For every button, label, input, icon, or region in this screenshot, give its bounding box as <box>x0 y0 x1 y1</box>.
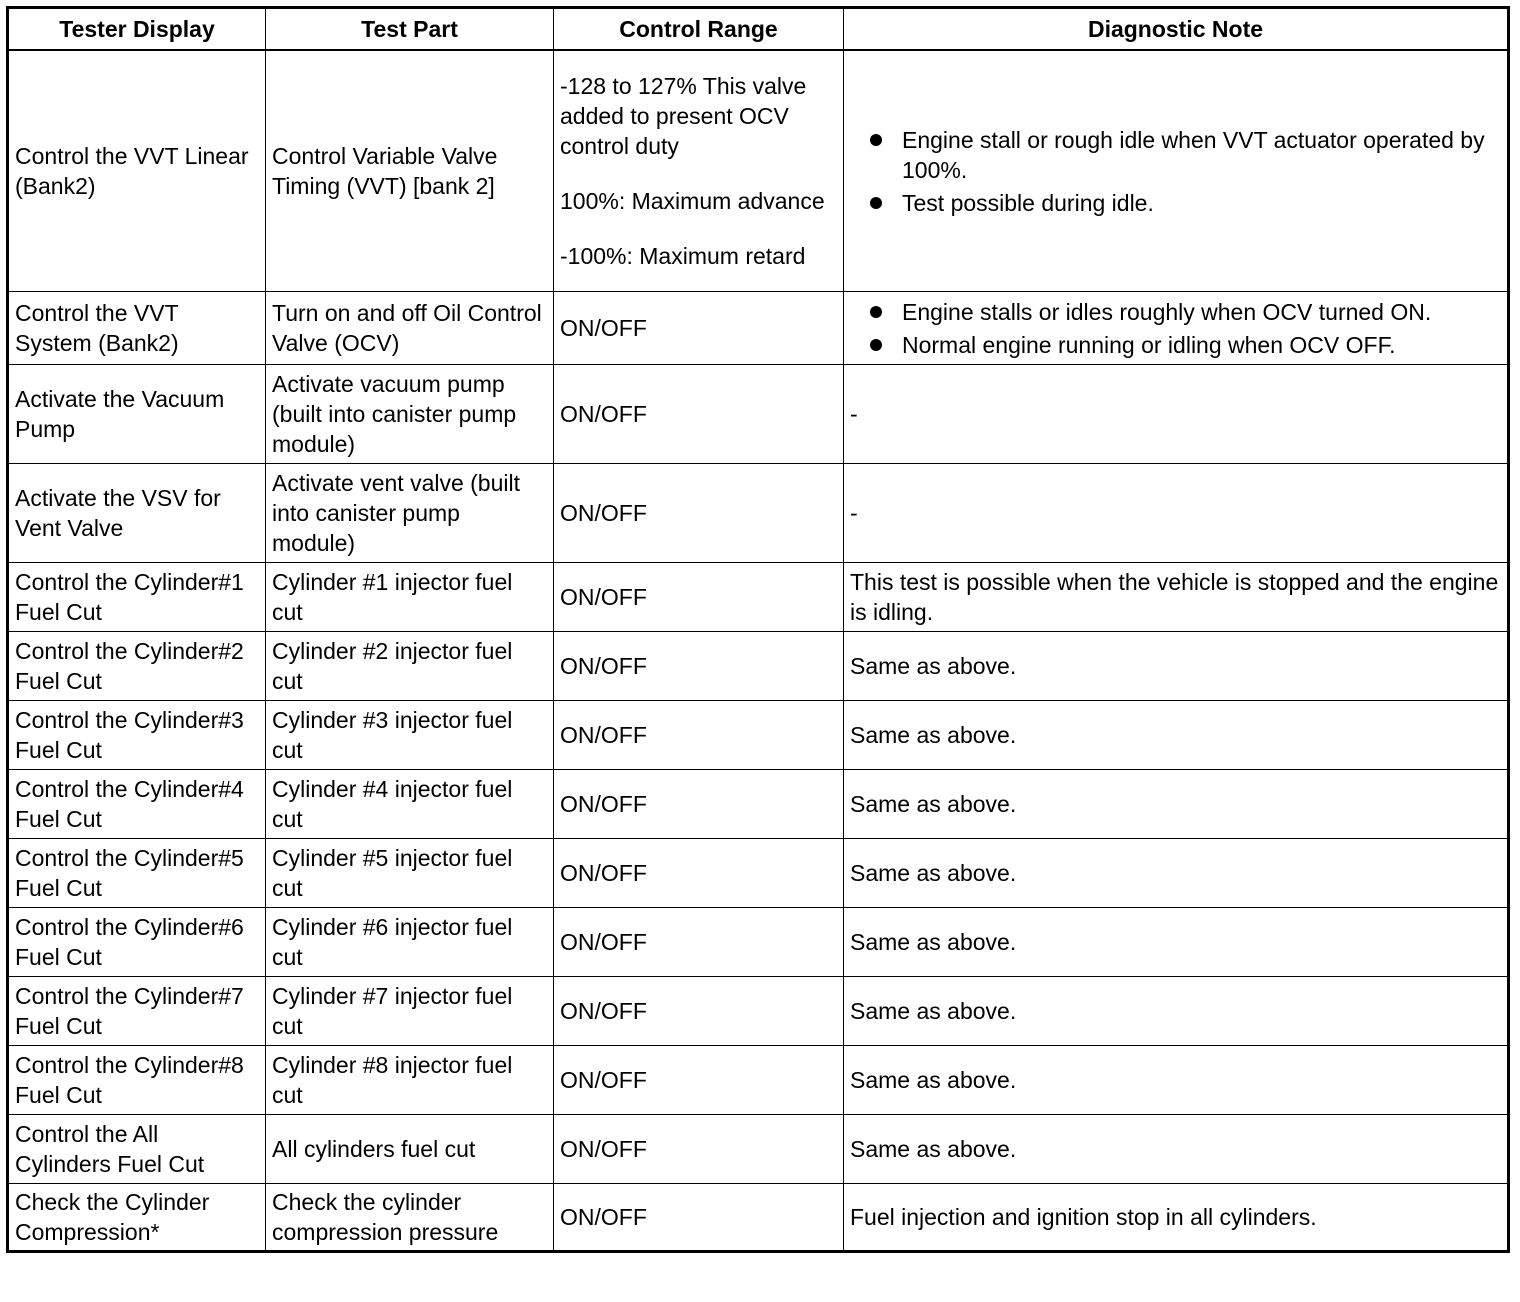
tester-display-cell: Control the Cylinder#2 Fuel Cut <box>8 632 266 701</box>
diagnostic-note-cell: - <box>844 365 1509 464</box>
table-row <box>8 563 1509 632</box>
bullet-dot-icon <box>870 197 882 209</box>
test-part-cell: Activate vacuum pump (built into canister pump module) <box>266 365 554 464</box>
diagnostic-bullet-text: Test possible during idle. <box>902 189 1154 216</box>
diagnostic-note-cell: Same as above. <box>844 632 1509 701</box>
control-range-cell: ON/OFF <box>554 1046 844 1115</box>
tester-display-cell: Control the VVT System (Bank2) <box>8 292 266 365</box>
diagnostic-bullet <box>868 188 1501 218</box>
control-range-cell: ON/OFF <box>554 839 844 908</box>
diagnostic-note-cell: Same as above. <box>844 839 1509 908</box>
diagnostic-note-cell: Same as above. <box>844 701 1509 770</box>
diagnostic-note-cell: Same as above. <box>844 1115 1509 1184</box>
diagnostic-bullet <box>868 297 1501 327</box>
diagnostic-bullet-list <box>850 125 1501 218</box>
table-row <box>8 701 1509 770</box>
control-range-cell: ON/OFF <box>554 292 844 365</box>
test-part-cell: Control Variable Valve Timing (VVT) [bank 2] <box>266 50 554 292</box>
tester-display-cell: Control the Cylinder#6 Fuel Cut <box>8 908 266 977</box>
table-row <box>8 908 1509 977</box>
diagnostic-note-cell: This test is possible when the vehicle is stopped and the engine is idling. <box>844 563 1509 632</box>
diagnostic-note-cell <box>844 292 1509 365</box>
control-range-cell <box>554 50 844 292</box>
table-row <box>8 292 1509 365</box>
diagnostic-note-cell <box>844 50 1509 292</box>
tester-display-cell: Control the Cylinder#8 Fuel Cut <box>8 1046 266 1115</box>
control-range-cell: ON/OFF <box>554 464 844 563</box>
bullet-dot-icon <box>870 134 882 146</box>
table-row <box>8 770 1509 839</box>
tester-display-cell: Control the Cylinder#7 Fuel Cut <box>8 977 266 1046</box>
diagnostic-bullet-text: Normal engine running or idling when OCV OFF. <box>902 331 1396 358</box>
bullet-dot-icon <box>870 306 882 318</box>
diagnostic-bullet <box>868 125 1501 185</box>
control-range-cell: ON/OFF <box>554 365 844 464</box>
control-range-cell: ON/OFF <box>554 977 844 1046</box>
header-diagnostic-note: Diagnostic Note <box>844 8 1509 51</box>
control-range-cell: ON/OFF <box>554 1115 844 1184</box>
tester-display-cell: Activate the Vacuum Pump <box>8 365 266 464</box>
control-range-cell: ON/OFF <box>554 632 844 701</box>
test-part-cell: Check the cylinder compression pressure <box>266 1184 554 1252</box>
test-part-cell: Cylinder #5 injector fuel cut <box>266 839 554 908</box>
tester-display-cell: Control the All Cylinders Fuel Cut <box>8 1115 266 1184</box>
diagnostic-note-cell: - <box>844 464 1509 563</box>
header-control-range: Control Range <box>554 8 844 51</box>
tester-display-cell: Control the Cylinder#4 Fuel Cut <box>8 770 266 839</box>
control-range-cell: ON/OFF <box>554 770 844 839</box>
bullet-dot-icon <box>870 339 882 351</box>
test-part-cell: Cylinder #1 injector fuel cut <box>266 563 554 632</box>
test-part-cell: Cylinder #8 injector fuel cut <box>266 1046 554 1115</box>
diagnostic-note-cell: Same as above. <box>844 908 1509 977</box>
control-range-line: 100%: Maximum advance <box>560 188 825 214</box>
table-row <box>8 1046 1509 1115</box>
test-part-cell: Cylinder #2 injector fuel cut <box>266 632 554 701</box>
control-range-cell: ON/OFF <box>554 1184 844 1252</box>
test-part-cell: Turn on and off Oil Control Valve (OCV) <box>266 292 554 365</box>
diagnostic-note-cell: Same as above. <box>844 770 1509 839</box>
tester-display-cell: Check the Cylinder Compression* <box>8 1184 266 1252</box>
table-row <box>8 365 1509 464</box>
diagnostic-bullet-text: Engine stalls or idles roughly when OCV turned ON. <box>902 298 1432 325</box>
control-range-cell: ON/OFF <box>554 908 844 977</box>
diagnostic-note-cell: Fuel injection and ignition stop in all cylinders. <box>844 1184 1509 1252</box>
tester-display-cell: Control the VVT Linear (Bank2) <box>8 50 266 292</box>
control-range-cell: ON/OFF <box>554 563 844 632</box>
control-range-cell: ON/OFF <box>554 701 844 770</box>
diagnostic-bullet-list <box>850 297 1501 360</box>
diagnostic-bullet-text: Engine stall or rough idle when VVT actuator operated by 100%. <box>902 126 1485 183</box>
tester-display-cell: Control the Cylinder#1 Fuel Cut <box>8 563 266 632</box>
tester-display-cell: Control the Cylinder#3 Fuel Cut <box>8 701 266 770</box>
table-row <box>8 50 1509 292</box>
test-part-cell: Cylinder #6 injector fuel cut <box>266 908 554 977</box>
control-range-line: -100%: Maximum retard <box>560 243 806 269</box>
table-row <box>8 839 1509 908</box>
table-row <box>8 1184 1509 1252</box>
active-test-table <box>6 6 1510 1253</box>
table-row <box>8 1115 1509 1184</box>
tester-display-cell: Activate the VSV for Vent Valve <box>8 464 266 563</box>
test-part-cell: Cylinder #3 injector fuel cut <box>266 701 554 770</box>
table-row <box>8 977 1509 1046</box>
header-test-part: Test Part <box>266 8 554 51</box>
diagnostic-bullet <box>868 330 1501 360</box>
diagnostic-note-cell: Same as above. <box>844 1046 1509 1115</box>
test-part-cell: All cylinders fuel cut <box>266 1115 554 1184</box>
test-part-cell: Cylinder #7 injector fuel cut <box>266 977 554 1046</box>
test-part-cell: Activate vent valve (built into canister pump module) <box>266 464 554 563</box>
header-tester-display: Tester Display <box>8 8 266 51</box>
table-row <box>8 632 1509 701</box>
table-row <box>8 464 1509 563</box>
diagnostic-note-cell: Same as above. <box>844 977 1509 1046</box>
tester-display-cell: Control the Cylinder#5 Fuel Cut <box>8 839 266 908</box>
table-header-row <box>8 8 1509 51</box>
control-range-line: -128 to 127% This valve added to present OCV control duty <box>560 73 807 159</box>
test-part-cell: Cylinder #4 injector fuel cut <box>266 770 554 839</box>
